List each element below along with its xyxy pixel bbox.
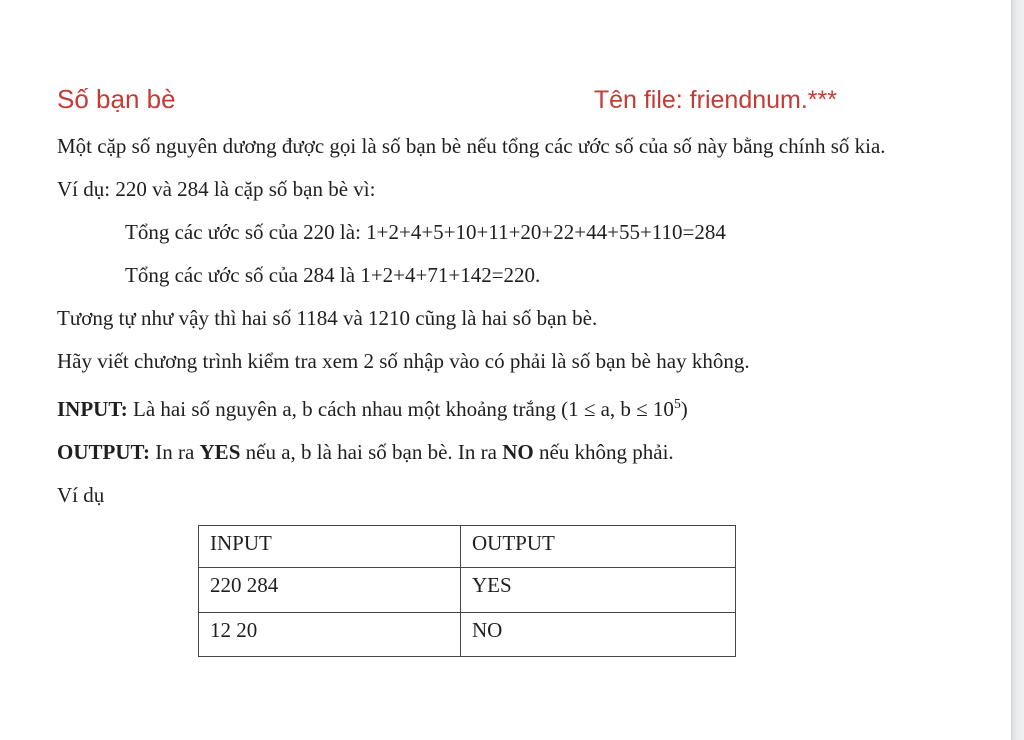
- output-spec-text-3: nếu không phải.: [533, 440, 674, 464]
- paragraph-divisor-sum-284: Tổng các ước số của 284 là 1+2+4+71+142=220.: [125, 263, 541, 287]
- table-cell-input-2: 12 20: [199, 613, 461, 657]
- table-row: [199, 568, 736, 613]
- table-header-row: [199, 526, 736, 568]
- exponent: 5: [673, 396, 681, 411]
- examples-table: [198, 525, 736, 657]
- output-label: OUTPUT:: [57, 440, 150, 464]
- table-cell-output-2: NO: [461, 613, 736, 657]
- input-spec-text: Là hai số nguyên a, b cách nhau một khoảng trắng (1 ≤ a, b ≤ 10: [127, 397, 674, 421]
- example-section-label: Ví dụ: [57, 483, 105, 507]
- output-spec-text-2: nếu a, b là hai số bạn bè. In ra: [240, 440, 503, 464]
- paragraph-similar-pair: Tương tự như vậy thì hai số 1184 và 1210 cũng là hai số bạn bè.: [57, 306, 598, 330]
- table-header-input: INPUT: [199, 526, 461, 568]
- right-edge-strip: [1011, 0, 1024, 740]
- output-spec-line: [57, 439, 947, 465]
- paragraph-task: Hãy viết chương trình kiểm tra xem 2 số nhập vào có phải là số bạn bè hay không.: [57, 349, 750, 373]
- table-header-output: OUTPUT: [461, 526, 736, 568]
- output-no-keyword: NO: [502, 440, 534, 464]
- doc-header: [57, 84, 947, 115]
- table-cell-input-1: 220 284: [199, 568, 461, 613]
- paragraph-divisor-sum-220: Tổng các ước số của 220 là: 1+2+4+5+10+11+20+22+44+55+110=284: [125, 220, 726, 244]
- output-spec-text-1: In ra: [149, 440, 200, 464]
- table-cell-output-1: YES: [461, 568, 736, 613]
- page-title: Số bạn bè: [57, 84, 176, 114]
- output-yes-keyword: YES: [199, 440, 241, 464]
- file-name-label: Tên file: friendnum.***: [593, 86, 837, 114]
- paragraph-definition: Một cặp số nguyên dương được gọi là số bạn bè nếu tổng các ước số của số này bằng chính số kia.: [57, 134, 886, 158]
- input-label: INPUT:: [57, 397, 128, 421]
- input-spec-line: [57, 391, 947, 422]
- table-row: [199, 613, 736, 657]
- input-spec-close: ): [680, 397, 688, 421]
- paragraph-example-intro: Ví dụ: 220 và 284 là cặp số bạn bè vì:: [57, 177, 376, 201]
